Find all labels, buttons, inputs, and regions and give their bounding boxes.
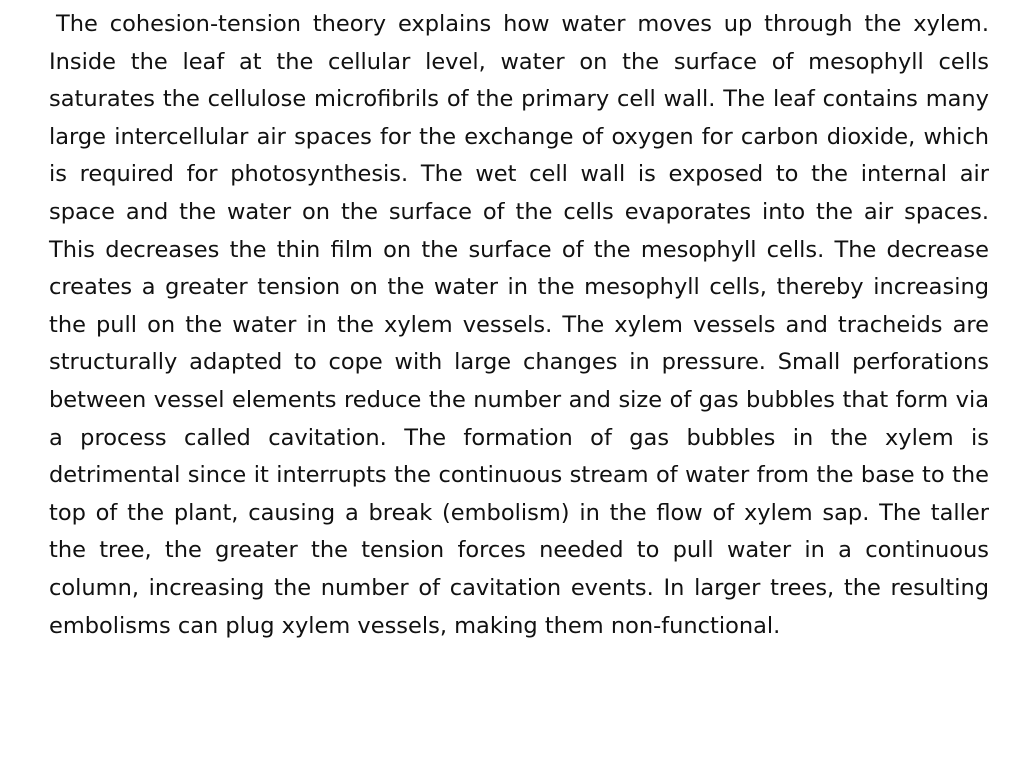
- body-paragraph: The cohesion-tension theory explains how water moves up through the xylem. Inside the leaf at the cellular level, water on the surface of mesophyll cells saturates the cellulose microfibrils of the primary cell wall. The leaf contains many large intercellular air spaces for the exchange of oxygen for carbon dioxide, which is required for photosynthesis. The wet cell wall is exposed to the internal air space and the water on the surface of the cells evaporates into the air spaces. This decreases the thin film on the surface of the mesophyll cells. The decrease creates a greater tension on the water in the mesophyll cells, thereby increasing the pull on the water in the xylem vessels. The xylem vessels and tracheids are structurally adapted to cope with large changes in pressure. Small perforations between vessel elements reduce the number and size of gas bubbles that form via a process called cavitation. The formation of gas bubbles in the xylem is detrimental since it interrupts the continuous stream of water from the base to the top of the plant, causing a break (embolism) in the flow of xylem sap. The taller the tree, the greater the tension forces needed to pull water in a continuous column, increasing the number of cavitation events. In larger trees, the resulting embolisms can plug xylem vessels, making them non-functional.: [49, 11, 989, 639]
